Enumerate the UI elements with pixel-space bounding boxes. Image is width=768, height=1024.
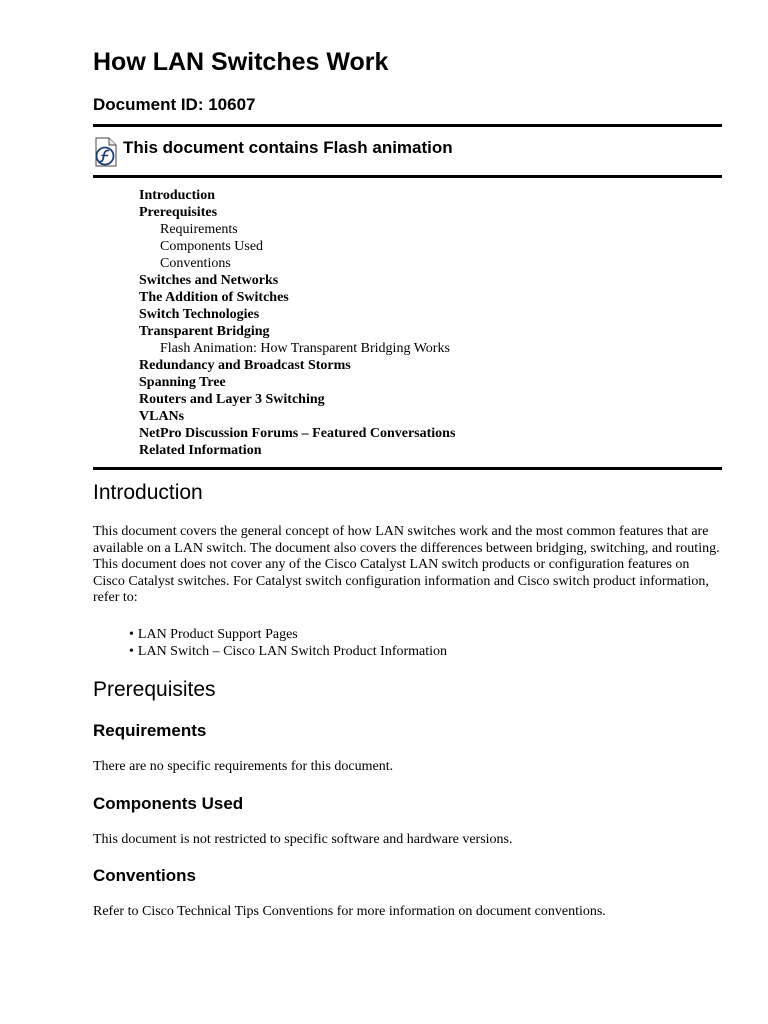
- flash-document-icon[interactable]: [93, 135, 119, 167]
- toc-link[interactable]: Introduction: [139, 188, 215, 203]
- introduction-paragraph: This document covers the general concept of how LAN switches work and the most common features that are available on a LAN switch. The document also covers the differences between bridging, switching, and routing. This document does not cover any of the Cisco Catalyst LAN switch products or configuration features on Cisco Catalyst switches. For Catalyst switch configuration information and Cisco switch product information, refer to:: [93, 524, 720, 605]
- reference-link[interactable]: LAN Product Support Pages: [137, 627, 298, 642]
- toc-link[interactable]: Transparent Bridging: [139, 324, 270, 339]
- toc-link[interactable]: The Addition of Switches: [139, 290, 289, 305]
- components-paragraph: This document is not restricted to specific software and hardware versions.: [93, 832, 513, 847]
- divider: [93, 467, 722, 470]
- flash-notice: [93, 133, 722, 169]
- toc-link[interactable]: Switch Technologies: [139, 307, 260, 322]
- subheading-conventions: Conventions: [93, 866, 196, 885]
- flash-notice-text: This document contains Flash animation: [123, 138, 453, 157]
- conventions-paragraph: Refer to Cisco Technical Tips Conventions for more information on document conventions.: [93, 904, 606, 919]
- toc-link[interactable]: NetPro Discussion Forums – Featured Conversations: [139, 426, 456, 441]
- toc-link[interactable]: Prerequisites: [139, 205, 218, 220]
- requirements-paragraph: There are no specific requirements for this document.: [93, 759, 394, 774]
- toc-link[interactable]: Redundancy and Broadcast Storms: [139, 358, 351, 373]
- section-heading-introduction: Introduction: [93, 481, 203, 504]
- toc-link[interactable]: VLANs: [139, 409, 185, 424]
- subheading-components-used: Components Used: [93, 794, 244, 813]
- toc-link[interactable]: Routers and Layer 3 Switching: [139, 392, 325, 407]
- introduction-link-list: [129, 626, 447, 660]
- page-title: How LAN Switches Work: [93, 48, 389, 76]
- subheading-requirements: Requirements: [93, 721, 207, 740]
- bullet: •: [129, 627, 134, 642]
- toc-link[interactable]: Requirements: [160, 222, 238, 237]
- section-heading-prerequisites: Prerequisites: [93, 678, 216, 701]
- document-id: Document ID: 10607: [93, 95, 256, 114]
- divider: [93, 124, 722, 127]
- toc-link[interactable]: Related Information: [139, 443, 262, 458]
- toc-link[interactable]: Flash Animation: How Transparent Bridging Works: [160, 341, 450, 356]
- divider: [93, 175, 722, 178]
- list-item: [129, 643, 447, 660]
- toc-link[interactable]: Spanning Tree: [139, 375, 226, 390]
- toc-link[interactable]: Components Used: [160, 239, 264, 254]
- list-item: [129, 626, 447, 643]
- reference-link[interactable]: LAN Switch – Cisco LAN Switch Product Information: [137, 644, 448, 659]
- bullet: •: [129, 644, 134, 659]
- toc-link[interactable]: Conventions: [160, 256, 231, 271]
- table-of-contents: [139, 187, 455, 459]
- toc-link[interactable]: Switches and Networks: [139, 273, 279, 288]
